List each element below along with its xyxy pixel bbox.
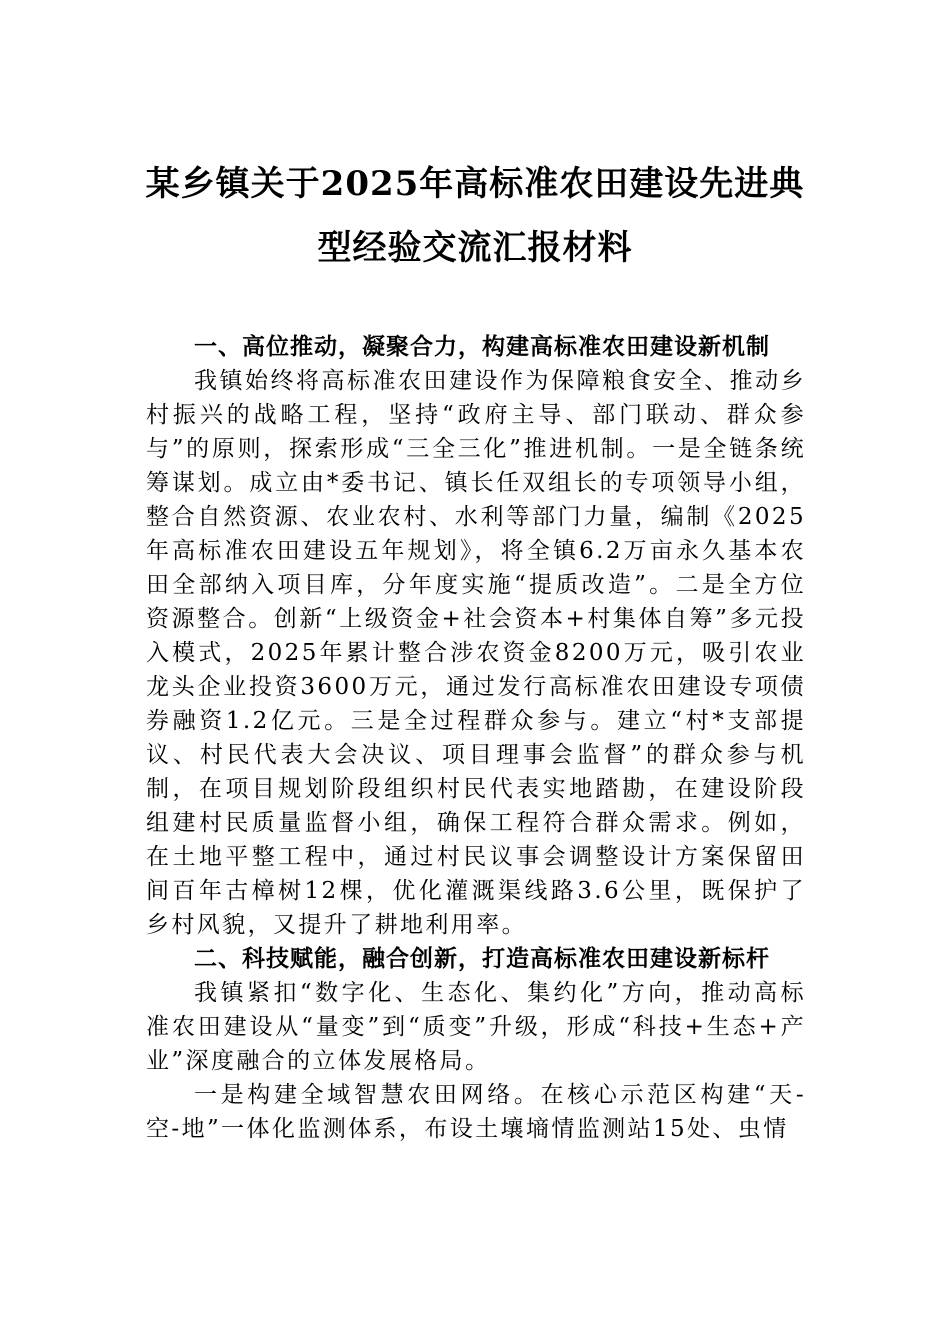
document-body (146, 330, 806, 1146)
section-2-paragraph-2: 一是构建全域智慧农田网络。在核心示范区构建“天-空-地”一体化监测体系，布设土壤墒情监测站15处、虫情 (146, 1082, 806, 1142)
title-line-1: 某乡镇关于2025年高标准农田建设先进典 (145, 164, 805, 204)
section-1-heading: 一、高位推动，凝聚合力，构建高标准农田建设新机制 (194, 334, 770, 360)
section-1-paragraph: 我镇始终将高标准农田建设作为保障粮食安全、推动乡村振兴的战略工程，坚持“政府主导、部门联动、群众参与”的原则，探索形成“三全三化”推进机制。一是全链条统筹谋划。成立由*委书记、镇长任双组长的专项领导小组，整合自然资源、农业农村、水利等部门力量，编制《2025年高标准农田建设五年规划》，将全镇6.2万亩永久基本农田全部纳入项目库，分年度实施“提质改造”。二是全方位资源整合。创新“上级资金+社会资本+村集体自筹”多元投入模式，2025年累计整合涉农资金8200万元，吸引农业龙头企业投资3600万元，通过发行高标准农田建设专项债券融资1.2亿元。三是全过程群众参与。建立“村*支部提议、村民代表大会决议、项目理事会监督”的群众参与机制，在项目规划阶段组织村民代表实地踏勘，在建设阶段组建村民质量监督小组，确保工程符合群众需求。例如，在土地平整工程中，通过村民议事会调整设计方案保留田间百年古樟树12棵，优化灌溉渠线路3.6公里，既保护了乡村风貌，又提升了耕地利用率。 (146, 368, 807, 938)
section-2-paragraph-1: 我镇紧扣“数字化、生态化、集约化”方向，推动高标准农田建设从“量变”到“质变”升级，形成“科技+生态+产业”深度融合的立体发展格局。 (146, 980, 806, 1074)
section-2-heading: 二、科技赋能，融合创新，打造高标准农田建设新标杆 (194, 946, 770, 972)
title-line-2: 型经验交流汇报材料 (317, 228, 633, 268)
document-title (100, 152, 850, 280)
